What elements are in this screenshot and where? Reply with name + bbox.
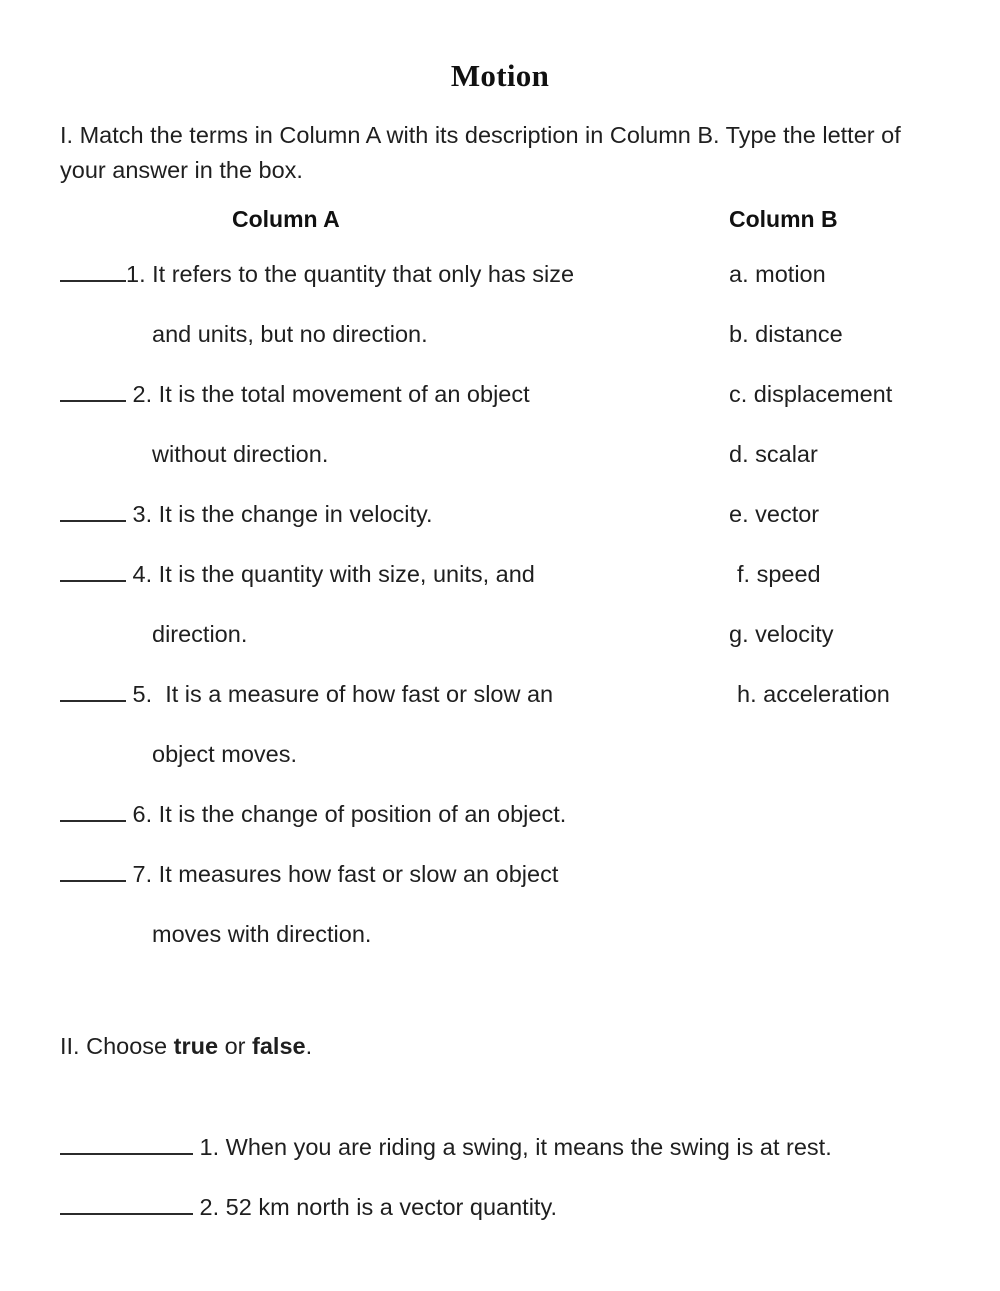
answer-blank-1[interactable] (60, 260, 126, 282)
column-b-list (729, 258, 989, 738)
option-term: acceleration (756, 681, 890, 707)
section-one-instructions: I. Match the terms in Column A with its description in Column B. Type the letter of your answer in the box. (60, 122, 901, 183)
match-item-text-continued: and units, but no direction. (152, 321, 428, 347)
option-item-e (729, 498, 989, 558)
section-two-heading-suffix: . (305, 1033, 313, 1059)
match-item-number: 4. (126, 561, 153, 587)
option-letter: e. (729, 501, 749, 527)
match-item-continuation (60, 738, 700, 798)
option-item-g (729, 618, 989, 678)
match-item (60, 498, 700, 558)
match-item (60, 678, 700, 738)
column-headers (0, 206, 1000, 238)
match-item (60, 378, 700, 438)
true-false-item-number: 1. (193, 1134, 220, 1160)
answer-blank-5[interactable] (60, 680, 126, 702)
match-item-continuation (60, 918, 700, 978)
section-two-heading-true: true (173, 1033, 219, 1059)
column-b-header: Column B (729, 206, 838, 232)
match-item-text-continued: object moves. (152, 741, 297, 767)
option-term: motion (748, 261, 826, 287)
match-item-text: It is the change in velocity. (152, 501, 433, 527)
option-letter: d. (729, 441, 749, 467)
match-item-text: It is the change of position of an object. (152, 801, 567, 827)
true-false-answer-blank-2[interactable] (60, 1193, 193, 1215)
option-term: scalar (748, 441, 818, 467)
match-item-continuation (60, 618, 700, 678)
match-item-number: 2. (126, 381, 153, 407)
answer-blank-6[interactable] (60, 800, 126, 822)
answer-blank-2[interactable] (60, 380, 126, 402)
option-letter: f. (737, 561, 751, 587)
option-letter: h. (737, 681, 757, 707)
option-term: velocity (748, 621, 834, 647)
option-item-h (729, 678, 989, 738)
true-false-item-text: 52 km north is a vector quantity. (219, 1194, 557, 1220)
match-item-continuation (60, 438, 700, 498)
match-item (60, 258, 700, 318)
option-item-b (729, 318, 989, 378)
section-two-heading (60, 1030, 312, 1062)
true-false-item (60, 1131, 960, 1191)
match-item-text-continued: moves with direction. (152, 921, 372, 947)
option-item-f (729, 558, 989, 618)
match-item (60, 558, 700, 618)
match-item-text-continued: without direction. (152, 441, 329, 467)
match-item-continuation (60, 318, 700, 378)
section-two-heading-middle: or (218, 1033, 253, 1059)
section-two-heading-prefix: II. Choose (60, 1033, 174, 1059)
option-term: distance (748, 321, 843, 347)
true-false-item-number: 2. (193, 1194, 220, 1220)
option-term: speed (750, 561, 821, 587)
option-letter: b. (729, 321, 749, 347)
match-item-text: It measures how fast or slow an object (152, 861, 559, 887)
option-letter: a. (729, 261, 749, 287)
answer-blank-7[interactable] (60, 860, 126, 882)
option-item-d (729, 438, 989, 498)
page-title: Motion (450, 58, 550, 93)
option-term: displacement (747, 381, 893, 407)
answer-blank-3[interactable] (60, 500, 126, 522)
answer-blank-4[interactable] (60, 560, 126, 582)
true-false-item-text: When you are riding a swing, it means the swing is at rest. (219, 1134, 832, 1160)
match-item-text: It is the quantity with size, units, and (152, 561, 535, 587)
option-letter: g. (729, 621, 749, 647)
option-term: vector (748, 501, 820, 527)
option-item-c (729, 378, 989, 438)
section-two-heading-false: false (252, 1033, 306, 1059)
match-item-number: 3. (126, 501, 153, 527)
match-item-number: 7. (126, 861, 153, 887)
true-false-list (60, 1131, 960, 1251)
true-false-item (60, 1191, 960, 1251)
match-item (60, 798, 700, 858)
option-letter: c. (729, 381, 748, 407)
true-false-answer-blank-1[interactable] (60, 1133, 193, 1155)
match-item-text: It refers to the quantity that only has size (145, 261, 575, 287)
match-item-number: 5. (126, 681, 153, 707)
match-item-text: It is the total movement of an object (152, 381, 530, 407)
match-item-number: 1. (126, 261, 146, 287)
match-item-text-continued: direction. (152, 621, 248, 647)
column-a-list (60, 258, 700, 978)
column-a-header: Column A (232, 206, 340, 232)
match-item-text: It is a measure of how fast or slow an (152, 681, 554, 707)
match-item-number: 6. (126, 801, 153, 827)
match-item (60, 858, 700, 918)
option-item-a (729, 258, 989, 318)
